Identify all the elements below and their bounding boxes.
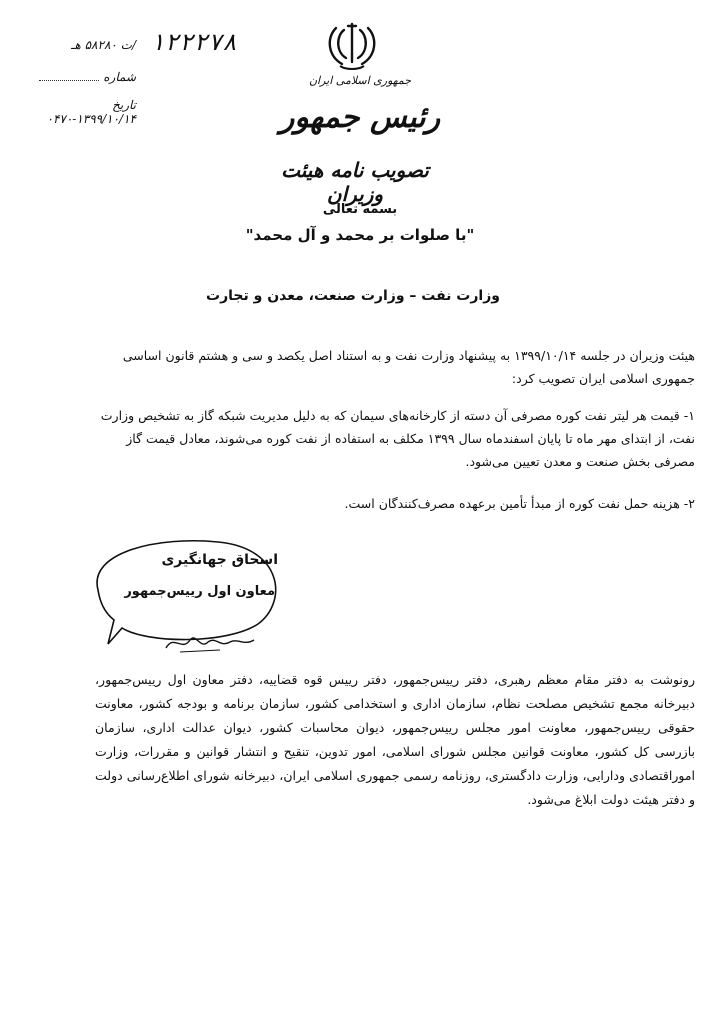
date-value: ۱۳۹۹/۱۰/۱۴-۰۴۷۰ xyxy=(46,112,136,126)
number-label: شماره xyxy=(103,70,136,84)
paragraph-intro: هیئت وزیران در جلسه ۱۳۹۹/۱۰/۱۴ به پیشنهاد وزارت نفت و به استناد اصل یکصد و سی و هشتم قانون اساسی جمهوری اسلامی ایران تصویب کرد: xyxy=(122,348,695,386)
recipients: وزارت نفت – وزارت صنعت، معدن و تجارت xyxy=(206,288,500,304)
copy-distribution: رونوشت به دفتر مقام معظم رهبری، دفتر رییس‌جمهور، دفتر رییس قوه قضاییه، دفتر معاون اول رییس‌جمهور، دبیرخانه مجمع تشخیص مصلحت نظام، سازمان اداری و استخدامی کشور، سازمان برنامه و بودجه کشور، معاونت حقوقی رییس‌جمهور، معاونت امور مجلس رییس‌جمهور، دیوان محاسبات کشور، دیوان عدالت اداری، سازمان بازرسی کل کشور، معاونت قوانین مجلس شورای اسلامی، امور تدوین، تنقیح و انتشار قوانین و مقررات، وزارت اموراقتصادی ودارایی، وزارت دادگستری، روزنامه رسمی جمهوری اسلامی ایران، دبیرخانه شورای اطلاع‌رسانی دولت و دفتر هیئت دولت ابلاغ می‌شود. xyxy=(95,672,695,807)
date-label: تاریخ xyxy=(112,98,136,112)
number-field xyxy=(28,70,136,84)
basmala: بسمه تعالی xyxy=(322,202,398,217)
president-title: رئیس جمهور xyxy=(279,100,441,135)
signatory-title: معاون اول رییس‌جمهور xyxy=(124,584,275,599)
serial-number: ۱۲۲۲۷۸ xyxy=(150,28,237,56)
reference-number: /ت ۵۸۲۸۰ هـ xyxy=(70,38,136,52)
republic-name: جمهوری اسلامی ایران xyxy=(308,74,412,87)
paragraph-clause-1: ۱- قیمت هر لیتر نفت کوره مصرفی آن دسته از کارخانه‌های سیمان که به دلیل مدیریت شبکه گاز به تشخیص وزارت نفت، از ابتدای مهر ماه تا پایان اسفندماه سال ۱۳۹۹ مکلف به استفاده از نفت کوره می‌شوند، معادل قیمت گاز مصرفی بخش صنعت و معدن تعیین می‌شود. xyxy=(100,408,695,469)
salavat: "با صلوات بر محمد و آل محمد" xyxy=(245,226,475,244)
iran-emblem-icon xyxy=(322,18,382,72)
handwritten-signature xyxy=(160,628,260,656)
date-field xyxy=(28,98,136,126)
number-dots xyxy=(39,72,99,81)
signatory-name: اسحاق جهانگیری xyxy=(161,552,278,568)
approval-title: تصویب نامه هیئت وزیران xyxy=(281,158,429,206)
paragraph-clause-2: ۲- هزینه حمل نفت کوره از مبدأ تأمین برعهده مصرف‌کنندگان است. xyxy=(344,496,695,511)
